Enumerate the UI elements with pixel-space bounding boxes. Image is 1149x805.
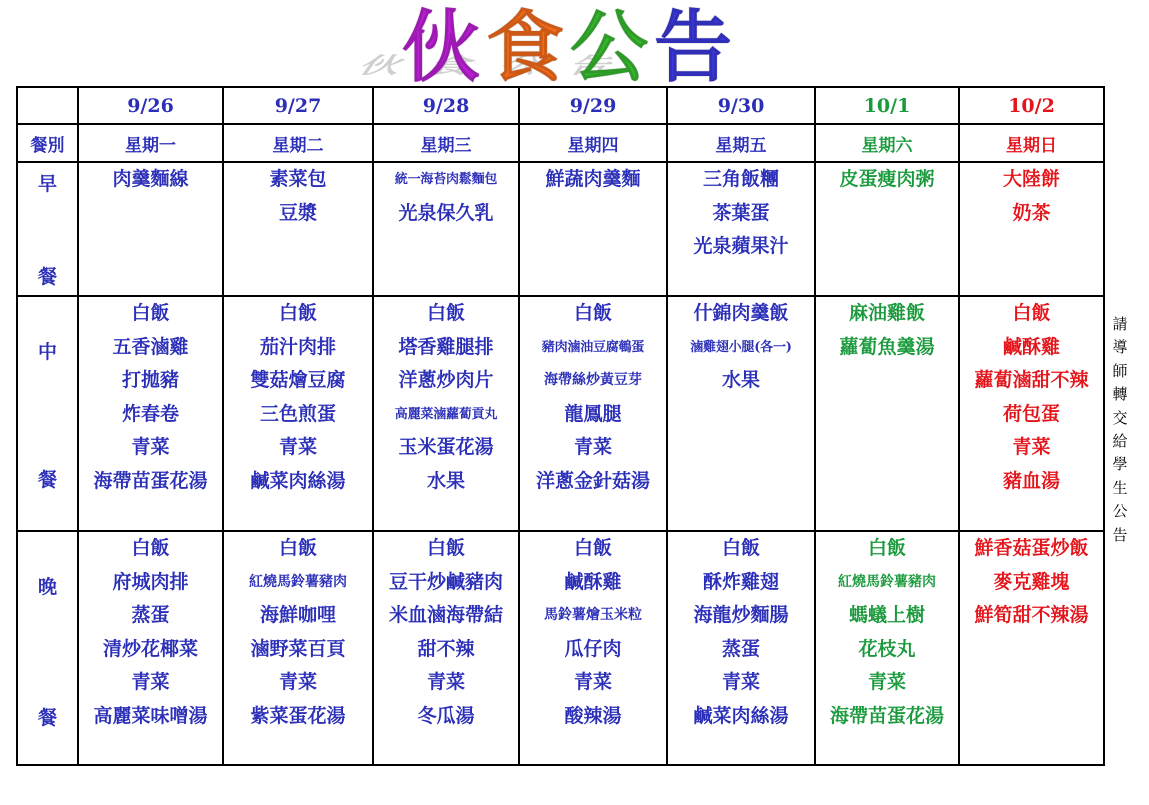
menu-cell: [959, 162, 1104, 296]
menu-item: 鹹菜肉絲湯: [250, 469, 346, 492]
menu-item: 鹹菜肉絲湯: [693, 704, 789, 727]
weekday-row: [17, 124, 1104, 162]
page-title: [353, 0, 752, 96]
menu-item: 什錦肉羹飯: [693, 302, 789, 324]
menu-item: 素菜包: [269, 168, 327, 190]
meal-type-label: 餐別: [17, 124, 78, 162]
weekday-cell: 星期一: [78, 124, 223, 162]
menu-item: 茶葉蛋: [712, 201, 770, 224]
menu-cell: [223, 162, 373, 296]
menu-item: 府城肉排: [112, 570, 189, 593]
menu-item: 白飯: [721, 537, 760, 559]
menu-item: 荷包蛋: [1002, 402, 1060, 425]
menu-item: 海帶絲炒黃豆芽: [544, 372, 642, 389]
menu-item: 豬血湯: [1002, 469, 1060, 492]
menu-cell: [815, 162, 959, 296]
menu-item: 青菜: [131, 436, 170, 459]
lunch-row: [17, 296, 1104, 531]
menu-item: 螞蟻上樹: [848, 604, 925, 627]
menu-item: 海帶苗蛋花湯: [93, 469, 208, 492]
menu-item: 三角飯糰: [702, 168, 779, 190]
dinner-row: [17, 531, 1104, 765]
menu-item: 洋蔥金針菇湯: [535, 469, 650, 492]
meal-label-top: 早: [37, 173, 57, 195]
menu-item: 白飯: [131, 302, 170, 324]
menu-item: 鹹酥雞: [564, 570, 622, 593]
menu-item: 白飯: [573, 537, 612, 559]
side-note-char: 學: [1112, 455, 1128, 474]
title-shadow: 伙食公告: [353, 52, 652, 79]
menu-item: 鮮筍甜不辣湯: [974, 604, 1089, 627]
side-note-char: 轉: [1112, 385, 1128, 404]
menu-cell: [959, 531, 1104, 765]
menu-item: 麥克雞塊: [993, 570, 1070, 593]
menu-item: 青菜: [131, 671, 170, 694]
lunch-label: [17, 296, 78, 531]
side-note-char: 導: [1112, 338, 1128, 357]
side-note-char: 公: [1112, 502, 1128, 521]
menu-item: 統一海苔肉鬆麵包: [394, 172, 498, 187]
menu-item: 鮮蔬肉羹麵: [545, 168, 641, 190]
title-char-2: 食: [486, 2, 565, 93]
breakfast-row: [17, 162, 1104, 296]
menu-item: 麻油雞飯: [848, 302, 925, 324]
side-note-char: 請: [1112, 315, 1128, 333]
side-note: [1108, 313, 1132, 547]
menu-item: 五香滷雞: [112, 335, 189, 358]
menu-item: 肉羹麵線: [112, 168, 189, 190]
menu-item: 青菜: [1012, 436, 1051, 459]
dinner-label: [17, 531, 78, 765]
menu-item: 白飯: [573, 302, 612, 324]
menu-item: 清炒花椰菜: [102, 637, 198, 660]
menu-item: 白飯: [278, 302, 317, 324]
menu-item: 海鮮咖哩: [259, 604, 336, 627]
menu-item: 蘿蔔滷甜不辣: [974, 369, 1089, 392]
menu-item: 打拋豬: [121, 369, 179, 392]
date-cell: 9/26: [78, 87, 223, 124]
menu-item: 蒸蛋: [131, 604, 170, 627]
date-cell: 9/29: [519, 87, 667, 124]
menu-item: 青菜: [278, 436, 317, 459]
menu-item: 蘿蔔魚羹湯: [839, 335, 935, 358]
weekday-cell: 星期六: [815, 124, 959, 162]
menu-item: 青菜: [867, 671, 906, 694]
side-note-char: 給: [1112, 432, 1128, 451]
menu-item: 青菜: [426, 671, 465, 694]
meal-label-bottom: 餐: [37, 266, 57, 288]
menu-item: 酸辣湯: [564, 704, 622, 727]
weekday-cell: 星期四: [519, 124, 667, 162]
menu-item: 海帶苗蛋花湯: [829, 704, 944, 727]
meal-label-bottom: 餐: [37, 707, 57, 729]
menu-item: 白飯: [278, 537, 317, 559]
menu-item: 白飯: [131, 537, 170, 559]
menu-cell: [223, 531, 373, 765]
menu-cell: [519, 162, 667, 296]
menu-item: 鮮香菇蛋炒飯: [974, 537, 1089, 559]
menu-item: 白飯: [426, 537, 465, 559]
weekday-cell: 星期二: [223, 124, 373, 162]
menu-item: 酥炸雞翅: [702, 570, 779, 593]
menu-item: 皮蛋瘦肉粥: [839, 168, 935, 190]
menu-cell: [78, 296, 223, 531]
menu-item: 白飯: [867, 537, 906, 559]
meal-label-top: 晚: [37, 576, 57, 598]
menu-item: 大陸餅: [1002, 168, 1060, 190]
menu-item: 紅燒馬鈴薯豬肉: [838, 573, 936, 590]
menu-cell: [519, 531, 667, 765]
menu-item: 高麗菜味噌湯: [93, 704, 208, 727]
menu-item: 豆漿: [278, 201, 317, 224]
side-note-char: 告: [1112, 525, 1128, 544]
menu-table: [16, 86, 1105, 766]
side-note-char: 師: [1112, 361, 1128, 380]
menu-item: 光泉保久乳: [398, 201, 494, 224]
title-char-3: 公: [570, 2, 649, 93]
menu-item: 豆干炒鹹豬肉: [388, 570, 503, 593]
menu-cell: [667, 531, 815, 765]
menu-item: 茄汁肉排: [259, 335, 336, 358]
menu-item: 馬鈴薯燴玉米粒: [544, 607, 642, 624]
meal-label-top: 中: [37, 341, 57, 363]
menu-item: 水果: [721, 369, 760, 392]
menu-item: 塔香雞腿排: [398, 335, 494, 358]
title-char-4: 告: [654, 2, 733, 93]
menu-item: 玉米蛋花湯: [398, 436, 494, 459]
menu-item: 豬肉滷油豆腐鵪蛋: [541, 339, 645, 355]
date-cell: 9/27: [223, 87, 373, 124]
weekday-cell: 星期三: [373, 124, 519, 162]
menu-item: 青菜: [721, 671, 760, 694]
menu-cell: [667, 296, 815, 531]
menu-item: 三色煎蛋: [259, 402, 336, 425]
menu-item: 瓜仔肉: [564, 637, 622, 660]
menu-item: 冬瓜湯: [417, 704, 475, 727]
menu-cell: [519, 296, 667, 531]
menu-item: 紅燒馬鈴薯豬肉: [249, 573, 347, 590]
menu-item: 洋蔥炒肉片: [398, 369, 494, 392]
menu-item: 青菜: [278, 671, 317, 694]
date-cell: 9/28: [373, 87, 519, 124]
side-note-char: 交: [1112, 408, 1128, 427]
menu-item: 雙菇燴豆腐: [250, 369, 346, 392]
breakfast-label: [17, 162, 78, 296]
date-cell: 9/30: [667, 87, 815, 124]
menu-item: 滷野菜百頁: [250, 637, 346, 660]
title-char-1: 伙: [402, 2, 481, 93]
menu-cell: [959, 296, 1104, 531]
menu-item: 白飯: [426, 302, 465, 324]
menu-item: 蒸蛋: [721, 637, 760, 660]
side-note-char: 生: [1112, 478, 1128, 497]
menu-item: 青菜: [573, 436, 612, 459]
corner-cell: [17, 87, 78, 124]
meal-label-bottom: 餐: [37, 469, 57, 491]
menu-item: 滷雞翅小腿(各一): [690, 339, 792, 355]
menu-item: 花枝丸: [858, 637, 916, 660]
menu-item: 紫菜蛋花湯: [250, 704, 346, 727]
menu-cell: [373, 162, 519, 296]
menu-item: 奶茶: [1012, 201, 1051, 224]
menu-cell: [815, 531, 959, 765]
menu-item: 龍鳳腿: [564, 402, 622, 425]
menu-item: 白飯: [1012, 302, 1051, 324]
menu-cell: [373, 296, 519, 531]
menu-item: 光泉蘋果汁: [693, 235, 789, 258]
weekday-cell: 星期五: [667, 124, 815, 162]
menu-item: 青菜: [573, 671, 612, 694]
weekday-cell: 星期日: [959, 124, 1104, 162]
menu-item: 高麗菜滷蘿蔔貢丸: [394, 406, 498, 422]
menu-cell: [667, 162, 815, 296]
menu-item: 海龍炒麵腸: [693, 604, 789, 627]
menu-item: 炸春卷: [121, 402, 179, 425]
menu-cell: [815, 296, 959, 531]
date-cell: 10/2: [959, 87, 1104, 124]
menu-item: 鹹酥雞: [1002, 335, 1060, 358]
menu-item: 甜不辣: [417, 637, 475, 660]
menu-cell: [373, 531, 519, 765]
date-row: [17, 87, 1104, 124]
menu-cell: [78, 162, 223, 296]
menu-cell: [78, 531, 223, 765]
menu-item: 米血滷海帶結: [388, 604, 503, 627]
menu-cell: [223, 296, 373, 531]
date-cell: 10/1: [815, 87, 959, 124]
menu-item: 水果: [426, 469, 465, 492]
